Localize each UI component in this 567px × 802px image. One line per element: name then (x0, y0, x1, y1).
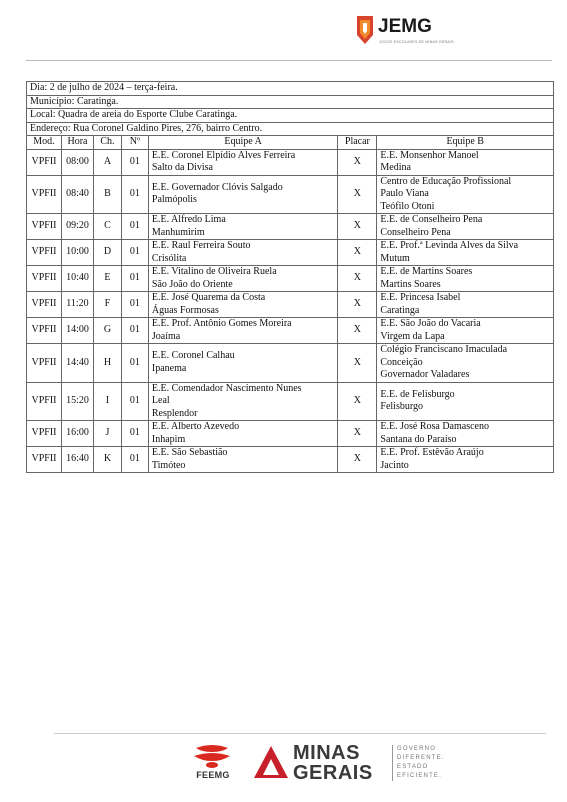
cell-number: 01 (121, 447, 148, 473)
cell-number: 01 (121, 175, 148, 214)
jemg-subtitle: JOGOS ESCOLARES DE MINAS GERAIS (379, 40, 454, 44)
header-divider (26, 60, 552, 61)
cell-team-a-line: E.E. Coronel Elpídio Alves Ferreira (151, 149, 296, 161)
cell-team-a-line: E.E. Prof. Antônio Gomes Moreira (151, 318, 292, 329)
cell-team-a-line: Timóteo (151, 459, 186, 471)
cell-team-b-line: Virgem da Lapa (380, 330, 445, 342)
cell-team-a (148, 382, 338, 421)
cell-team-a-line: Inhapim (151, 433, 186, 445)
cell-team-b-line: E.E. Prof. Estêvão Araújo (380, 447, 484, 458)
cell-number: 01 (121, 318, 148, 344)
cell-team-b-line: Jacinto (380, 459, 409, 471)
column-header: Equipe A (148, 136, 338, 150)
cell-score: X (338, 214, 377, 240)
cell-bracket: C (93, 214, 121, 240)
cell-bracket: D (93, 240, 121, 266)
cell-team-a (148, 421, 338, 447)
table-row (27, 318, 554, 344)
schedule-table (26, 81, 554, 473)
table-row (27, 292, 554, 318)
cell-team-a-line: E.E. Vitalino de Oliveira Ruela (151, 266, 277, 277)
cell-team-a (148, 149, 338, 175)
cell-number: 01 (121, 421, 148, 447)
info-municipality: Município: Caratinga. (27, 95, 554, 109)
info-date: Dia: 2 de julho de 2024 – terça-feira. (27, 82, 554, 96)
minas-gerais-triangle-icon (253, 745, 289, 779)
cell-modality: VPFII (27, 240, 62, 266)
cell-time: 08:40 (61, 175, 93, 214)
feemg-emblem-icon (192, 744, 232, 768)
cell-team-a-line: Salto da Divisa (151, 162, 213, 173)
cell-team-b-line: Conceição (380, 356, 423, 368)
cell-score: X (338, 318, 377, 344)
cell-team-b-line: Teófilo Otoni (380, 200, 435, 212)
cell-team-a-line: Manhumirim (151, 226, 205, 238)
cell-team-b-line: Martins Soares (380, 278, 441, 290)
table-row (27, 149, 554, 175)
cell-team-a-line: São João do Oriente (151, 278, 233, 290)
cell-modality: VPFII (27, 344, 62, 383)
table-row (27, 266, 554, 292)
cell-team-a-line: Joaíma (151, 330, 181, 342)
cell-modality: VPFII (27, 421, 62, 447)
feemg-wordmark: FEEMG (196, 770, 230, 780)
cell-team-b-line: E.E. São João do Vacaria (380, 318, 481, 329)
cell-team-b-line: E.E. de Felisburgo (380, 388, 455, 400)
cell-time: 11:20 (61, 292, 93, 318)
cell-score: X (338, 149, 377, 175)
cell-team-b-line: E.E. Monsenhor Manoel (380, 149, 479, 161)
cell-team-b-line: E.E. Prof.ª Levinda Alves da Silva (380, 240, 519, 251)
cell-team-a (148, 175, 338, 214)
jemg-wordmark: JEMG (378, 16, 432, 37)
table-row (27, 214, 554, 240)
cell-modality: VPFII (27, 292, 62, 318)
cell-team-b (377, 344, 554, 383)
cell-team-a-line: E.E. Alberto Azevedo (151, 421, 240, 432)
cell-team-a-line: E.E. José Quarema da Costa (151, 292, 266, 303)
cell-team-b-line: Centro de Educação Profissional (380, 175, 512, 187)
cell-bracket: F (93, 292, 121, 318)
cell-team-a-line: Águas Formosas (151, 304, 219, 316)
table-row (27, 344, 554, 383)
cell-score: X (338, 266, 377, 292)
cell-modality: VPFII (27, 266, 62, 292)
table-row (27, 240, 554, 266)
column-header: Ch. (93, 136, 121, 150)
cell-bracket: H (93, 344, 121, 383)
cell-team-b (377, 421, 554, 447)
cell-bracket: E (93, 266, 121, 292)
table-row (27, 421, 554, 447)
cell-team-b-line: Felisburgo (380, 401, 423, 413)
cell-bracket: K (93, 447, 121, 473)
cell-team-a (148, 447, 338, 473)
feemg-logo (188, 744, 238, 784)
cell-time: 16:00 (61, 421, 93, 447)
cell-time: 10:40 (61, 266, 93, 292)
cell-number: 01 (121, 240, 148, 266)
cell-time: 09:20 (61, 214, 93, 240)
column-header: Mod. (27, 136, 62, 150)
cell-score: X (338, 292, 377, 318)
table-header-row (27, 136, 554, 150)
cell-team-a-line: E.E. Raul Ferreira Souto (151, 240, 251, 251)
cell-team-a (148, 318, 338, 344)
cell-team-b-line: Santana do Paraíso (380, 433, 457, 445)
cell-team-a-line: Ipanema (151, 362, 187, 374)
cell-team-a-line: Palmópolis (151, 194, 197, 206)
cell-team-b-line: E.E. de Martins Soares (380, 266, 473, 277)
cell-team-b-line: Caratinga (380, 304, 420, 316)
cell-team-a (148, 240, 338, 266)
cell-modality: VPFII (27, 175, 62, 214)
cell-time: 10:00 (61, 240, 93, 266)
cell-team-b (377, 266, 554, 292)
cell-team-a (148, 292, 338, 318)
cell-team-a-line: Leal (151, 395, 170, 406)
government-slogan: GOVERNO DIFERENTE. ESTADO EFICIENTE. (397, 746, 445, 779)
cell-team-b-line: Mutum (380, 252, 410, 264)
cell-score: X (338, 447, 377, 473)
cell-team-a (148, 214, 338, 240)
cell-modality: VPFII (27, 382, 62, 421)
cell-team-b (377, 292, 554, 318)
cell-team-a-line: Crisólita (151, 252, 187, 264)
cell-team-b-line: Colégio Franciscano Imaculada (380, 344, 508, 355)
cell-team-a-line: E.E. São Sebastião (151, 447, 228, 458)
cell-team-a-line: E.E. Comendador Nascimento Nunes (151, 382, 302, 394)
cell-team-b-line: E.E. José Rosa Damasceno (380, 421, 489, 432)
cell-number: 01 (121, 266, 148, 292)
minas-gerais-word-2: GERAIS (293, 762, 373, 784)
cell-team-b-line: Governador Valadares (380, 369, 470, 380)
cell-bracket: A (93, 149, 121, 175)
cell-time: 14:40 (61, 344, 93, 383)
column-header: Equipe B (377, 136, 554, 150)
cell-team-a-line: E.E. Coronel Calhau (151, 350, 235, 362)
cell-modality: VPFII (27, 149, 62, 175)
column-header: Placar (338, 136, 377, 150)
cell-team-b (377, 447, 554, 473)
table-row (27, 447, 554, 473)
cell-team-b (377, 175, 554, 214)
cell-team-a-line: E.E. Governador Clóvis Salgado (151, 181, 283, 193)
cell-team-a-line: E.E. Alfredo Lima (151, 214, 226, 225)
minas-gerais-logo (253, 741, 453, 785)
cell-number: 01 (121, 344, 148, 383)
logo-separator (392, 745, 393, 781)
cell-team-b (377, 214, 554, 240)
cell-team-a (148, 266, 338, 292)
cell-number: 01 (121, 292, 148, 318)
cell-bracket: G (93, 318, 121, 344)
cell-team-a-line: Resplendor (151, 407, 198, 419)
cell-time: 14:00 (61, 318, 93, 344)
column-header: Nº (121, 136, 148, 150)
cell-bracket: B (93, 175, 121, 214)
jemg-logo (355, 14, 454, 50)
cell-score: X (338, 240, 377, 266)
footer-divider (54, 733, 546, 734)
cell-score: X (338, 175, 377, 214)
cell-modality: VPFII (27, 447, 62, 473)
cell-team-b (377, 318, 554, 344)
info-address: Endereço: Rua Coronel Galdino Pires, 276, bairro Centro. (27, 122, 554, 136)
cell-team-a (148, 344, 338, 383)
cell-time: 16:40 (61, 447, 93, 473)
cell-modality: VPFII (27, 214, 62, 240)
cell-score: X (338, 344, 377, 383)
minas-gerais-word-1: MINAS (293, 742, 360, 764)
column-header: Hora (61, 136, 93, 150)
cell-modality: VPFII (27, 318, 62, 344)
cell-score: X (338, 382, 377, 421)
cell-team-b (377, 382, 554, 421)
cell-team-b (377, 240, 554, 266)
cell-team-b-line: Medina (380, 162, 411, 173)
cell-team-b-line: Paulo Viana (380, 188, 429, 199)
cell-number: 01 (121, 214, 148, 240)
table-row (27, 175, 554, 214)
cell-number: 01 (121, 149, 148, 175)
cell-team-b-line: E.E. Princesa Isabel (380, 292, 461, 303)
info-venue: Local: Quadra de areia do Esporte Clube Caratinga. (27, 109, 554, 123)
jemg-shield-icon (355, 15, 375, 45)
cell-team-b (377, 149, 554, 175)
cell-team-b-line: Conselheiro Pena (380, 226, 451, 238)
cell-time: 15:20 (61, 382, 93, 421)
cell-team-b-line: E.E. de Conselheiro Pena (380, 214, 483, 225)
table-row (27, 382, 554, 421)
cell-time: 08:00 (61, 149, 93, 175)
cell-bracket: J (93, 421, 121, 447)
cell-bracket: I (93, 382, 121, 421)
cell-number: 01 (121, 382, 148, 421)
cell-score: X (338, 421, 377, 447)
